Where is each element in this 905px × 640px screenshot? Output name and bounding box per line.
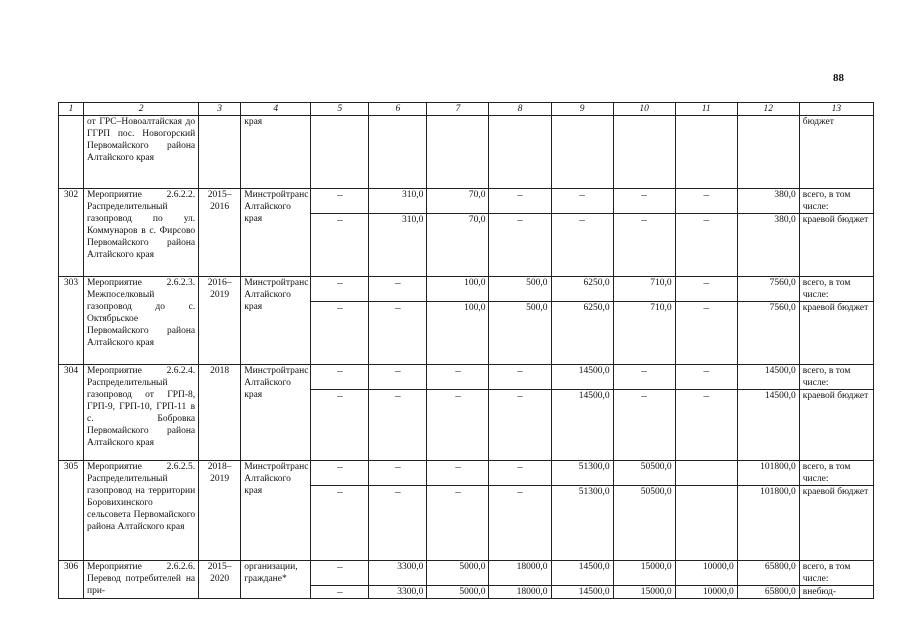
value-cell: 14500,0 (551, 586, 613, 599)
table-cell (369, 116, 427, 189)
column-header: 7 (427, 103, 489, 116)
column-header: 12 (737, 103, 799, 116)
value-cell (675, 486, 737, 561)
table-cell (311, 116, 369, 189)
value-cell: – (675, 277, 737, 302)
table-cell (199, 116, 241, 189)
value-cell: 51300,0 (551, 461, 613, 486)
value-cell: 10000,0 (675, 561, 737, 586)
value-cell: 50500,0 (613, 486, 675, 561)
funding-source: краевой бюджет (799, 302, 873, 365)
funding-source: всего, в том числе: (799, 561, 873, 586)
value-cell: – (369, 365, 427, 390)
value-cell: – (427, 461, 489, 486)
row-executor: Минстройтранс Алтайского края (241, 461, 311, 561)
column-header: 13 (799, 103, 873, 116)
column-header: 9 (551, 103, 613, 116)
row-number: 304 (59, 365, 84, 461)
row-description: Мероприятие 2.6.2.5. Распределительный газопровод на территории Боровихинского сельсовета Первомайского района Алтайского края (84, 461, 199, 561)
value-cell: – (311, 365, 369, 390)
funding-source: внебюд- (799, 586, 873, 599)
value-cell: 18000,0 (489, 561, 551, 586)
row-executor: организации, граждане* (241, 561, 311, 599)
value-cell: 710,0 (613, 277, 675, 302)
value-cell: 101800,0 (737, 486, 799, 561)
value-cell: 3300,0 (369, 586, 427, 599)
column-header: 6 (369, 103, 427, 116)
value-cell: – (311, 461, 369, 486)
value-cell: 6250,0 (551, 277, 613, 302)
value-cell: – (675, 365, 737, 390)
value-cell: 14500,0 (551, 390, 613, 461)
value-cell: 14500,0 (737, 365, 799, 390)
column-header: 10 (613, 103, 675, 116)
value-cell: – (613, 189, 675, 214)
funding-source: всего, в том числе: (799, 189, 873, 214)
value-cell: 100,0 (427, 277, 489, 302)
row-description: Мероприятие 2.6.2.3. Межпоселковый газопровод до с. Октябрьское Первомайского района Алтайского края (84, 277, 199, 365)
table-row-total (59, 189, 874, 214)
table-cell (489, 116, 551, 189)
row-number: 305 (59, 461, 84, 561)
value-cell: – (551, 189, 613, 214)
value-cell: – (489, 214, 551, 277)
value-cell: 14500,0 (551, 365, 613, 390)
value-cell: 101800,0 (737, 461, 799, 486)
value-cell: – (489, 486, 551, 561)
value-cell: 5000,0 (427, 586, 489, 599)
value-cell: – (311, 586, 369, 599)
value-cell: 100,0 (427, 302, 489, 365)
value-cell: 15000,0 (613, 561, 675, 586)
table-row-total (59, 277, 874, 302)
value-cell: 65800,0 (737, 586, 799, 599)
row-years: 2015–2016 (199, 189, 241, 277)
row-years: 2015–2020 (199, 561, 241, 599)
table-cell (551, 116, 613, 189)
value-cell: 7560,0 (737, 277, 799, 302)
row-years: 2018–2019 (199, 461, 241, 561)
column-header: 3 (199, 103, 241, 116)
value-cell: – (311, 277, 369, 302)
value-cell: 7560,0 (737, 302, 799, 365)
row-executor: Минстройтранс Алтайского края (241, 365, 311, 461)
value-cell: – (311, 390, 369, 461)
value-cell: 310,0 (369, 189, 427, 214)
value-cell: – (675, 390, 737, 461)
row-years: 2018 (199, 365, 241, 461)
value-cell: 380,0 (737, 189, 799, 214)
value-cell: – (311, 214, 369, 277)
value-cell: 380,0 (737, 214, 799, 277)
value-cell: – (489, 461, 551, 486)
value-cell: 50500,0 (613, 461, 675, 486)
value-cell: – (675, 302, 737, 365)
funding-source: краевой бюджет (799, 390, 873, 461)
value-cell: 3300,0 (369, 561, 427, 586)
value-cell: 6250,0 (551, 302, 613, 365)
value-cell: – (489, 390, 551, 461)
table-cell (427, 116, 489, 189)
row-years: 2016–2019 (199, 277, 241, 365)
row-description: Мероприятие 2.6.2.4. Распределительный газопровод от ГРП-8, ГРП-9, ГРП-10, ГРП-11 в с. Бобровка Первомайского района Алтайского края (84, 365, 199, 461)
value-cell: 51300,0 (551, 486, 613, 561)
value-cell: – (311, 302, 369, 365)
table-row-total (59, 561, 874, 586)
value-cell: – (489, 365, 551, 390)
table-cell (675, 116, 737, 189)
value-cell: – (427, 365, 489, 390)
value-cell: – (369, 486, 427, 561)
value-cell: – (369, 390, 427, 461)
funding-source: всего, в том числе: (799, 461, 873, 486)
value-cell: 14500,0 (551, 561, 613, 586)
value-cell: – (311, 561, 369, 586)
value-cell: 70,0 (427, 189, 489, 214)
column-header: 1 (59, 103, 84, 116)
value-cell: – (613, 214, 675, 277)
row-executor: Минстройтранс Алтайского края (241, 189, 311, 277)
value-cell: 500,0 (489, 277, 551, 302)
value-cell: – (551, 214, 613, 277)
funding-source: краевой бюджет (799, 214, 873, 277)
column-header: 2 (84, 103, 199, 116)
value-cell: – (489, 189, 551, 214)
budget-table (58, 102, 874, 599)
value-cell: – (427, 390, 489, 461)
funding-source: всего, в том числе: (799, 365, 873, 390)
value-cell: – (369, 302, 427, 365)
value-cell: 70,0 (427, 214, 489, 277)
value-cell: – (311, 486, 369, 561)
column-header: 5 (311, 103, 369, 116)
continuation-description: от ГРС–Новоалтайская до ГГРП пос. Новогорский Первомайского района Алтайского края (84, 116, 199, 189)
page-number: 88 (833, 72, 844, 84)
value-cell: – (311, 189, 369, 214)
value-cell: – (369, 461, 427, 486)
funding-source: краевой бюджет (799, 486, 873, 561)
value-cell: – (675, 214, 737, 277)
value-cell: – (613, 365, 675, 390)
value-cell: 500,0 (489, 302, 551, 365)
value-cell (675, 461, 737, 486)
row-number: 302 (59, 189, 84, 277)
column-number-row (59, 103, 874, 116)
row-description: Мероприятие 2.6.2.6. Перевод потребителей на при- (84, 561, 199, 599)
value-cell: 14500,0 (737, 390, 799, 461)
column-header: 8 (489, 103, 551, 116)
value-cell: 310,0 (369, 214, 427, 277)
row-number: 306 (59, 561, 84, 599)
column-header: 11 (675, 103, 737, 116)
value-cell: 18000,0 (489, 586, 551, 599)
value-cell: 5000,0 (427, 561, 489, 586)
row-description: Мероприятие 2.6.2.2. Распределительный газопровод по ул. Коммунаров в с. Фирсово Первомайского района Алтайского края (84, 189, 199, 277)
funding-source: всего, в том числе: (799, 277, 873, 302)
row-number: 303 (59, 277, 84, 365)
value-cell: 10000,0 (675, 586, 737, 599)
table-cell (737, 116, 799, 189)
value-cell: 65800,0 (737, 561, 799, 586)
value-cell: – (675, 189, 737, 214)
continuation-executor: края (241, 116, 311, 189)
continuation-row (59, 116, 874, 189)
column-header: 4 (241, 103, 311, 116)
value-cell: 15000,0 (613, 586, 675, 599)
table-row-total (59, 365, 874, 390)
table-row-total (59, 461, 874, 486)
value-cell: – (613, 390, 675, 461)
table-cell (613, 116, 675, 189)
value-cell: 710,0 (613, 302, 675, 365)
row-executor: Минстройтранс Алтайского края (241, 277, 311, 365)
value-cell: – (369, 277, 427, 302)
table-cell (59, 116, 84, 189)
continuation-source: бюджет (799, 116, 873, 189)
value-cell: – (427, 486, 489, 561)
